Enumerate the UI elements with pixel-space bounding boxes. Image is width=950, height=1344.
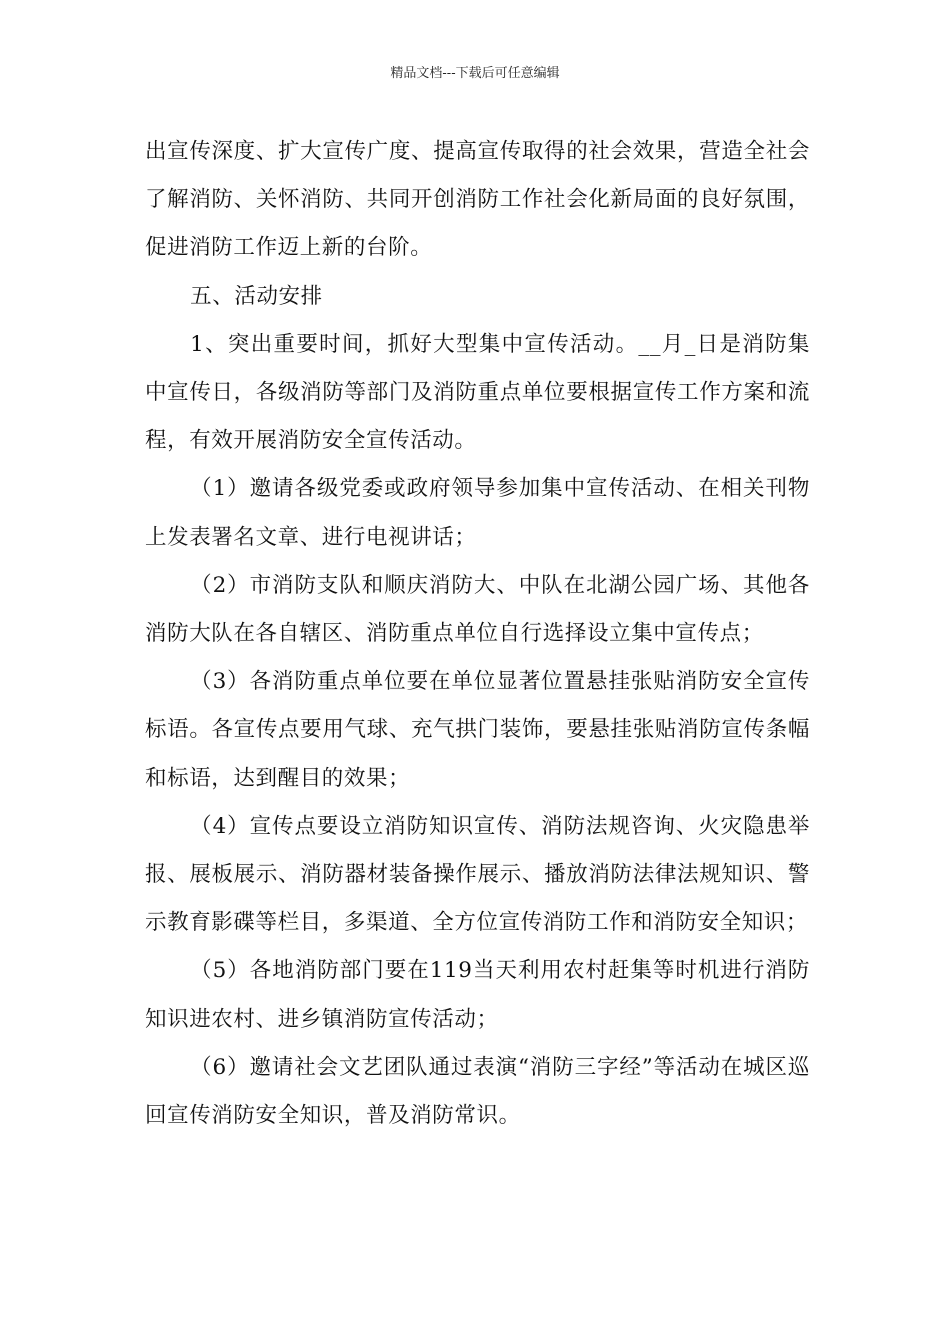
sub-item-5: （5）各地消防部门要在119当天利用农村赶集等时机进行消防知识进农村、进乡镇消防宣传活动； bbox=[145, 958, 810, 1032]
page-header: 精品文档---下载后可任意编辑 bbox=[390, 66, 560, 81]
paragraph-continuation: 出宣传深度、扩大宣传广度、提高宣传取得的社会效果，营造全社会了解消防、关怀消防、共同开创消防工作社会化新局面的良好氛围，促进消防工作迈上新的台阶。 bbox=[145, 139, 810, 261]
section-heading: 五、活动安排 bbox=[190, 283, 323, 309]
sub-item-6: （6）邀请社会文艺团队通过表演“消防三字经”等活动在城区巡回宣传消防安全知识，普及消防常识。 bbox=[145, 1054, 810, 1129]
document-body bbox=[145, 128, 810, 1140]
sub-item-3: （3）各消防重点单位要在单位显著位置悬挂张贴消防安全宣传标语。各宣传点要用气球、充气拱门装饰，要悬挂张贴消防宣传条幅和标语，达到醒目的效果； bbox=[145, 669, 810, 791]
sub-item-2: （2）市消防支队和顺庆消防大、中队在北湖公园广场、其他各消防大队在各自辖区、消防重点单位自行选择设立集中宣传点； bbox=[145, 572, 810, 647]
paragraph-item-1: 1、突出重要时间，抓好大型集中宣传活动。__月_日是消防集中宣传日，各级消防等部门及消防重点单位要根据宣传工作方案和流程，有效开展消防安全宣传活动。 bbox=[145, 331, 810, 454]
sub-item-1: （1）邀请各级党委或政府领导参加集中宣传活动、在相关刊物上发表署名文章、进行电视讲话； bbox=[145, 476, 810, 550]
sub-item-4: （4）宣传点要设立消防知识宣传、消防法规咨询、火灾隐患举报、展板展示、消防器材装备操作展示、播放消防法律法规知识、警示教育影碟等栏目，多渠道、全方位宣传消防工作和消防安全知识； bbox=[145, 813, 810, 936]
